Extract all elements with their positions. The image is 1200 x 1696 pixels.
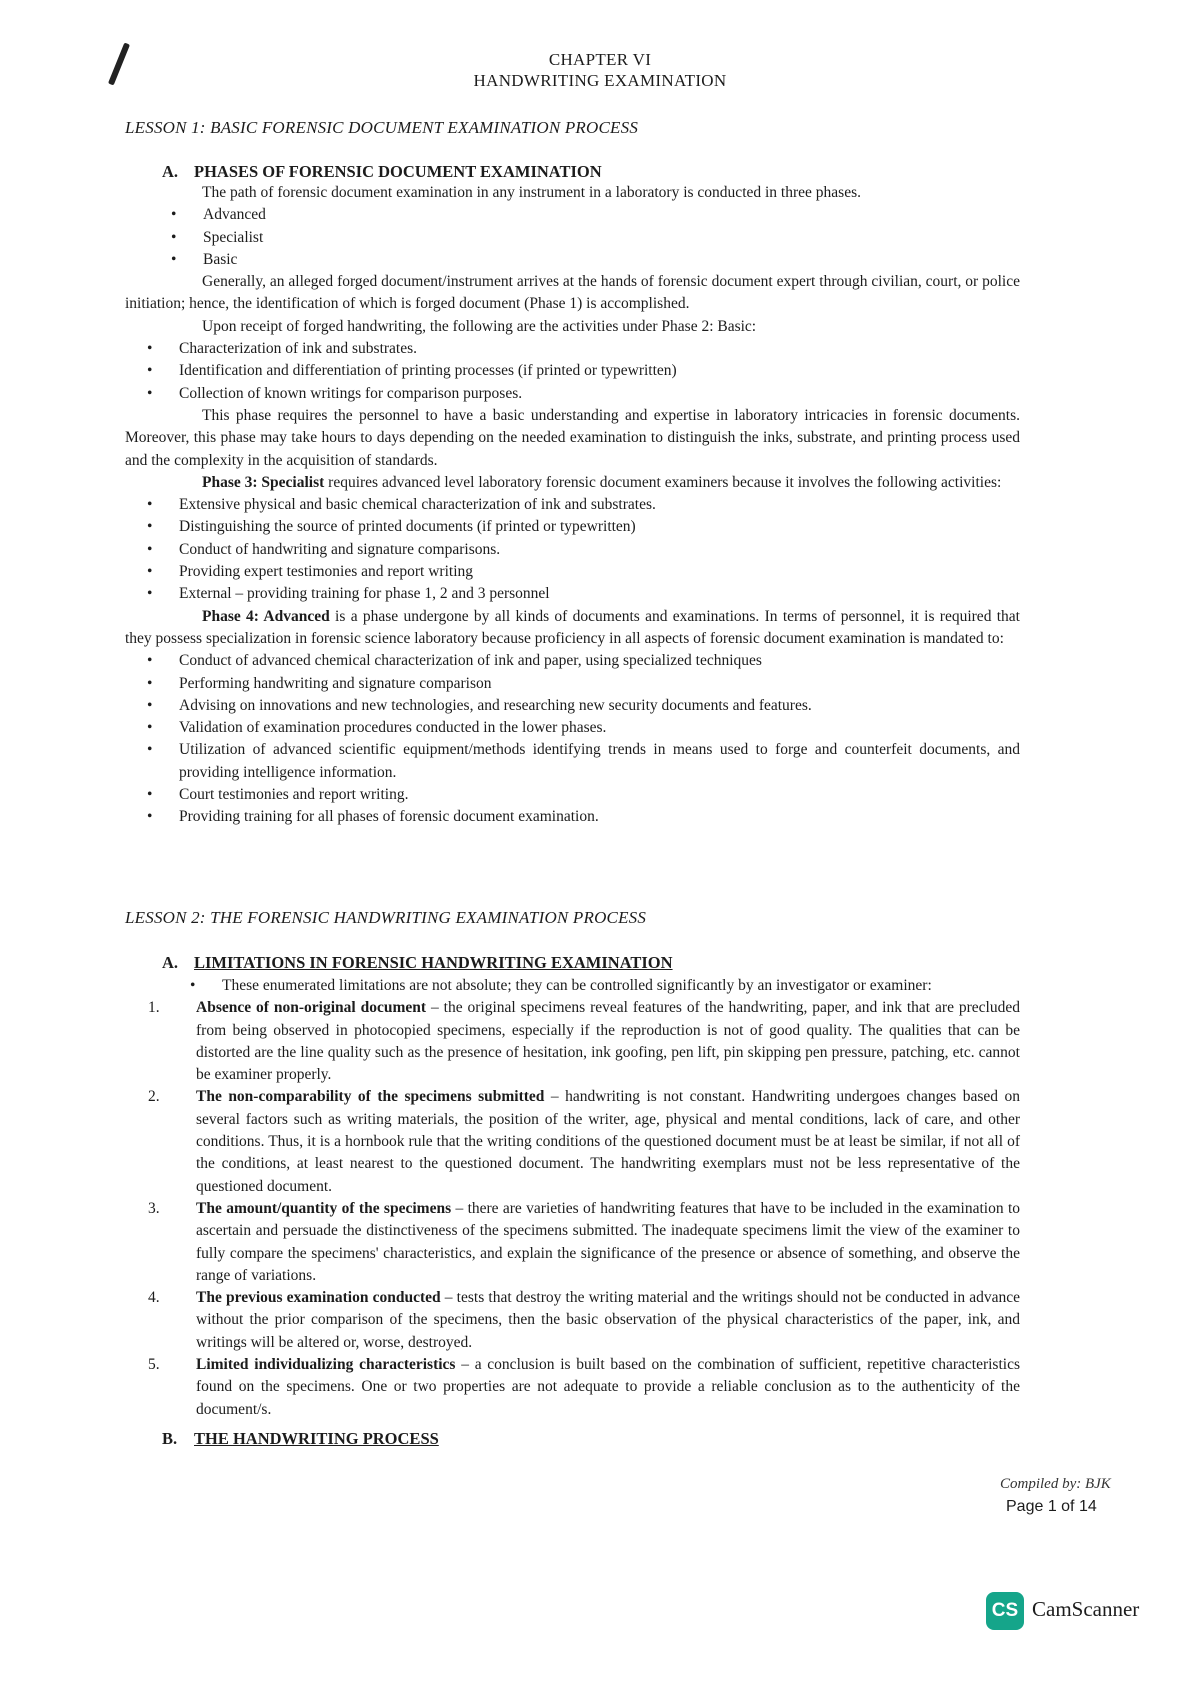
list-item: • Characterization of ink and substrates. xyxy=(179,338,1020,360)
phase-3-label: Phase 3: Specialist xyxy=(202,473,325,491)
item-label: Absence of non-original document xyxy=(196,999,427,1017)
phase-2-list xyxy=(179,338,1020,405)
list-item: • Providing training for all phases of forensic document examination. xyxy=(179,806,1020,828)
limitation-item xyxy=(148,1287,1020,1354)
lesson-2-title: LESSON 2: THE FORENSIC HANDWRITING EXAMINATION PROCESS xyxy=(125,908,647,927)
phases-list xyxy=(203,204,1020,271)
item-text: – there are varieties of handwriting features that have to be included in the examination to ascertain and persuade the distinctiveness of the specimens submitted. The inadequate specimens limit the view of the examiner to fully compare the specimens' characteristics, and explain the significance of the presence or absence of something, and observe the range of variations. xyxy=(196,1199,1020,1284)
limitation-item xyxy=(148,997,1020,1086)
limitation-item xyxy=(148,1354,1020,1421)
limitations-note-list xyxy=(222,975,1020,997)
list-item: • Court testimonies and report writing. xyxy=(179,784,1020,806)
lesson-1-body xyxy=(125,182,1020,829)
list-item: • Conduct of advanced chemical characterization of ink and paper, using specialized techniques xyxy=(179,650,1020,672)
item-label: The non-comparability of the specimens submitted xyxy=(196,1088,545,1106)
list-item: • Utilization of advanced scientific equipment/methods identifying trends in means used to forge and counterfeit documents, and providing intelligence information. xyxy=(179,739,1020,784)
paragraph-receipt: Upon receipt of forged handwriting, the following are the activities under Phase 2: Basic: xyxy=(202,317,757,335)
list-item: • Validation of examination procedures conducted in the lower phases. xyxy=(179,717,1020,739)
list-item: • External – providing training for phase 1, 2 and 3 personnel xyxy=(179,583,1020,605)
phases-intro: The path of forensic document examination in any instrument in a laboratory is conducted in three phases. xyxy=(202,184,861,201)
chapter-number: CHAPTER VI xyxy=(548,50,652,69)
limitations-note: • These enumerated limitations are not absolute; they can be controlled significantly by an investigator or examiner: xyxy=(222,975,1020,997)
item-label: Limited individualizing characteristics xyxy=(196,1356,456,1374)
section-a-phases-heading xyxy=(162,162,602,182)
item-label: The amount/quantity of the specimens xyxy=(196,1199,452,1217)
list-item: • Distinguishing the source of printed documents (if printed or typewritten) xyxy=(179,516,1020,538)
limitations-list xyxy=(148,997,1020,1421)
paragraph-phase-2-requirement: This phase requires the personnel to have a basic understanding and expertise in laboratory intricacies in forensic documents. Moreover, this phase may take hours to days depending on the needed examination to distinguish the inks, substrate, and printing process used and the complexity in the acquisition of standards. xyxy=(125,406,1020,469)
item-label: The previous examination conducted xyxy=(196,1289,441,1307)
paragraph-generally: Generally, an alleged forged document/instrument arrives at the hands of forensic document expert through civilian, court, or police initiation; hence, the identification of which is forged document (Phase 1) is accomplished. xyxy=(125,273,1020,313)
phase-3-list xyxy=(179,494,1020,605)
item-number: 5. xyxy=(148,1356,160,1374)
phase-4-label: Phase 4: Advanced xyxy=(202,607,330,625)
item-number: 1. xyxy=(148,999,160,1017)
item-number: 2. xyxy=(148,1088,160,1106)
limitation-item xyxy=(148,1086,1020,1197)
lesson-1-title: LESSON 1: BASIC FORENSIC DOCUMENT EXAMINATION PROCESS xyxy=(125,118,639,137)
item-text: – tests that destroy the writing material and the writings should not be conducted in advance without the prior comparison of the specimens, then the basic observation of the physical characteristics of the paper, ink, and writings will be altered or, worse, destroyed. xyxy=(196,1289,1020,1351)
camscanner-logo-icon: CS xyxy=(986,1592,1024,1630)
chapter-title: HANDWRITING EXAMINATION xyxy=(473,71,727,90)
section-title: LIMITATIONS IN FORENSIC HANDWRITING EXAMINATION xyxy=(194,953,673,972)
item-text: – the original specimens reveal features of the handwriting, paper, and ink that are precluded from being observed in photocopied specimens, especially if the reproduction is not of good quality. The qualities that can be distorted are the line quality such as the presence of hesitation, ink goofing, pen lift, pin skipping pen pressure, patching, etc. cannot be examiner properly. xyxy=(196,999,1020,1084)
paragraph-phase-4 xyxy=(125,606,1020,651)
list-item: • Performing handwriting and signature comparison xyxy=(179,673,1020,695)
list-item: • Advanced xyxy=(203,204,1020,226)
list-item: • Providing expert testimonies and report writing xyxy=(179,561,1020,583)
camscanner-watermark: CamScanner xyxy=(1032,1597,1140,1621)
list-item: • Extensive physical and basic chemical characterization of ink and substrates. xyxy=(179,494,1020,516)
section-letter: A. xyxy=(162,162,179,181)
section-b-heading xyxy=(162,1429,439,1449)
list-item: • Identification and differentiation of printing processes (if printed or typewritten) xyxy=(179,360,1020,382)
paragraph-phase-3 xyxy=(125,472,1020,494)
limitation-item xyxy=(148,1198,1020,1287)
list-item: • Advising on innovations and new technologies, and researching new security documents and features. xyxy=(179,695,1020,717)
section-letter: B. xyxy=(162,1429,178,1448)
item-number: 3. xyxy=(148,1199,160,1217)
list-item: • Basic xyxy=(203,249,1020,271)
item-number: 4. xyxy=(148,1289,160,1307)
phase-4-list xyxy=(179,650,1020,828)
list-item: • Collection of known writings for comparison purposes. xyxy=(179,383,1020,405)
page-number: Page 1 of 14 xyxy=(1006,1498,1097,1515)
phase-4-text: is a phase undergone by all kinds of documents and examinations. In terms of personnel, it is required that they possess specialization in forensic science laboratory because proficiency in all aspects of forensic document examination is mandated to: xyxy=(125,607,1020,647)
list-item: • Specialist xyxy=(203,227,1020,249)
compiler-signature: Compiled by: BJK xyxy=(1000,1476,1111,1492)
item-text: – handwriting is not constant. Handwriting undergoes changes based on several factors such as writing materials, the position of the writer, age, physical and mental conditions, lack of care, and other conditions. Thus, it is a hornbook rule that the writing conditions of the questioned document must be at least be similar, if not all of the conditions, at least nearest to the questioned document. The handwriting exemplars must not be less representative of the questioned document. xyxy=(196,1088,1020,1195)
list-item: • Conduct of handwriting and signature comparisons. xyxy=(179,539,1020,561)
lesson-2-body xyxy=(148,975,1020,1421)
section-title: PHASES OF FORENSIC DOCUMENT EXAMINATION xyxy=(194,162,602,181)
section-a-limitations-heading xyxy=(162,953,673,973)
section-letter: A. xyxy=(162,953,179,972)
section-title: THE HANDWRITING PROCESS xyxy=(194,1429,439,1448)
item-text: – a conclusion is built based on the combination of sufficient, repetitive characteristics found on the specimens. One or two properties are not adequate to provide a reliable conclusion as to the authenticity of the document/s. xyxy=(196,1356,1020,1418)
phase-3-text: requires advanced level laboratory forensic document examiners because it involves the following activities: xyxy=(328,473,1002,491)
